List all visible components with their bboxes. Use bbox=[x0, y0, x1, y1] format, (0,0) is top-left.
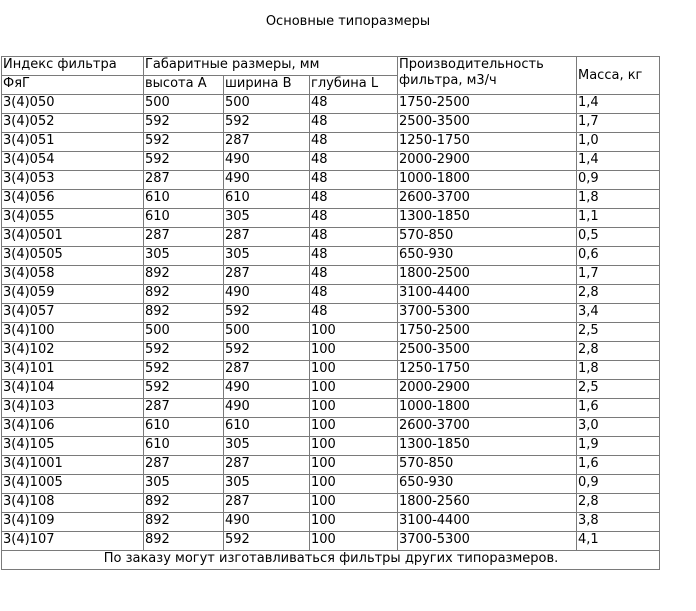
cell-height: 892 bbox=[144, 304, 224, 323]
table-row bbox=[2, 361, 660, 380]
cell-index: 3(4)102 bbox=[2, 342, 144, 361]
cell-depth: 48 bbox=[310, 133, 398, 152]
cell-depth: 48 bbox=[310, 95, 398, 114]
cell-capacity: 1300-1850 bbox=[398, 209, 577, 228]
cell-capacity: 1800-2500 bbox=[398, 266, 577, 285]
cell-width: 490 bbox=[224, 285, 310, 304]
cell-depth: 48 bbox=[310, 266, 398, 285]
cell-capacity: 3700-5300 bbox=[398, 532, 577, 551]
cell-depth: 48 bbox=[310, 152, 398, 171]
cell-index: 3(4)052 bbox=[2, 114, 144, 133]
cell-capacity: 2600-3700 bbox=[398, 190, 577, 209]
cell-mass: 3,0 bbox=[577, 418, 660, 437]
cell-depth: 48 bbox=[310, 228, 398, 247]
cell-mass: 1,7 bbox=[577, 114, 660, 133]
table-row bbox=[2, 114, 660, 133]
cell-width: 287 bbox=[224, 456, 310, 475]
table-row bbox=[2, 247, 660, 266]
cell-capacity: 2500-3500 bbox=[398, 114, 577, 133]
footnote-row bbox=[2, 551, 660, 570]
cell-mass: 2,8 bbox=[577, 342, 660, 361]
cell-height: 892 bbox=[144, 494, 224, 513]
cell-height: 610 bbox=[144, 190, 224, 209]
cell-index: 3(4)104 bbox=[2, 380, 144, 399]
cell-width: 592 bbox=[224, 532, 310, 551]
cell-width: 500 bbox=[224, 95, 310, 114]
cell-index: 3(4)103 bbox=[2, 399, 144, 418]
cell-width: 287 bbox=[224, 361, 310, 380]
cell-mass: 0,5 bbox=[577, 228, 660, 247]
cell-mass: 1,4 bbox=[577, 152, 660, 171]
filter-sizes-table bbox=[1, 56, 660, 570]
cell-index: 3(4)100 bbox=[2, 323, 144, 342]
cell-depth: 100 bbox=[310, 494, 398, 513]
cell-width: 490 bbox=[224, 399, 310, 418]
cell-depth: 100 bbox=[310, 437, 398, 456]
cell-depth: 48 bbox=[310, 114, 398, 133]
table-row bbox=[2, 380, 660, 399]
page-title: Основные типоразмеры bbox=[265, 14, 431, 29]
cell-capacity: 1800-2560 bbox=[398, 494, 577, 513]
cell-mass: 1,4 bbox=[577, 95, 660, 114]
cell-index: 3(4)105 bbox=[2, 437, 144, 456]
cell-index: 3(4)101 bbox=[2, 361, 144, 380]
cell-width: 287 bbox=[224, 494, 310, 513]
cell-width: 287 bbox=[224, 228, 310, 247]
table-row bbox=[2, 513, 660, 532]
cell-height: 592 bbox=[144, 152, 224, 171]
cell-width: 610 bbox=[224, 418, 310, 437]
cell-height: 287 bbox=[144, 171, 224, 190]
cell-width: 287 bbox=[224, 266, 310, 285]
cell-height: 610 bbox=[144, 209, 224, 228]
cell-height: 610 bbox=[144, 437, 224, 456]
cell-height: 500 bbox=[144, 95, 224, 114]
table-row bbox=[2, 228, 660, 247]
table-row bbox=[2, 399, 660, 418]
cell-index: 3(4)106 bbox=[2, 418, 144, 437]
cell-capacity: 3700-5300 bbox=[398, 304, 577, 323]
cell-width: 610 bbox=[224, 190, 310, 209]
header-height: высота А bbox=[144, 76, 224, 95]
cell-capacity: 2500-3500 bbox=[398, 342, 577, 361]
cell-depth: 48 bbox=[310, 171, 398, 190]
cell-depth: 100 bbox=[310, 323, 398, 342]
cell-height: 592 bbox=[144, 380, 224, 399]
table-row bbox=[2, 152, 660, 171]
table-row bbox=[2, 133, 660, 152]
cell-depth: 100 bbox=[310, 418, 398, 437]
cell-index: 3(4)053 bbox=[2, 171, 144, 190]
cell-mass: 3,4 bbox=[577, 304, 660, 323]
cell-depth: 100 bbox=[310, 380, 398, 399]
cell-mass: 1,8 bbox=[577, 190, 660, 209]
cell-depth: 100 bbox=[310, 513, 398, 532]
table-row bbox=[2, 171, 660, 190]
cell-depth: 100 bbox=[310, 399, 398, 418]
header-index: Индекс фильтра bbox=[2, 57, 144, 76]
header-index-sub: ФяГ bbox=[2, 76, 144, 95]
table-row bbox=[2, 209, 660, 228]
cell-capacity: 570-850 bbox=[398, 456, 577, 475]
cell-width: 305 bbox=[224, 475, 310, 494]
cell-width: 592 bbox=[224, 114, 310, 133]
cell-index: 3(4)059 bbox=[2, 285, 144, 304]
cell-mass: 1,7 bbox=[577, 266, 660, 285]
table-row bbox=[2, 266, 660, 285]
cell-height: 287 bbox=[144, 228, 224, 247]
table-row bbox=[2, 456, 660, 475]
cell-width: 305 bbox=[224, 437, 310, 456]
cell-mass: 2,8 bbox=[577, 285, 660, 304]
cell-depth: 100 bbox=[310, 456, 398, 475]
cell-height: 500 bbox=[144, 323, 224, 342]
cell-height: 592 bbox=[144, 114, 224, 133]
cell-depth: 100 bbox=[310, 361, 398, 380]
cell-width: 305 bbox=[224, 247, 310, 266]
cell-mass: 1,9 bbox=[577, 437, 660, 456]
cell-width: 490 bbox=[224, 513, 310, 532]
cell-index: 3(4)056 bbox=[2, 190, 144, 209]
cell-height: 592 bbox=[144, 361, 224, 380]
cell-capacity: 1300-1850 bbox=[398, 437, 577, 456]
cell-mass: 0,9 bbox=[577, 475, 660, 494]
cell-capacity: 1000-1800 bbox=[398, 399, 577, 418]
cell-capacity: 2000-2900 bbox=[398, 152, 577, 171]
table-row bbox=[2, 418, 660, 437]
cell-index: 3(4)051 bbox=[2, 133, 144, 152]
header-width: ширина В bbox=[224, 76, 310, 95]
header-dimensions: Габаритные размеры, мм bbox=[144, 57, 398, 76]
cell-height: 892 bbox=[144, 266, 224, 285]
table-row bbox=[2, 323, 660, 342]
cell-depth: 100 bbox=[310, 342, 398, 361]
table-row bbox=[2, 190, 660, 209]
cell-index: 3(4)109 bbox=[2, 513, 144, 532]
cell-mass: 2,5 bbox=[577, 380, 660, 399]
cell-height: 305 bbox=[144, 475, 224, 494]
cell-depth: 100 bbox=[310, 532, 398, 551]
cell-index: 3(4)055 bbox=[2, 209, 144, 228]
cell-width: 490 bbox=[224, 380, 310, 399]
cell-height: 287 bbox=[144, 399, 224, 418]
table-row bbox=[2, 285, 660, 304]
cell-depth: 48 bbox=[310, 247, 398, 266]
cell-height: 305 bbox=[144, 247, 224, 266]
cell-width: 305 bbox=[224, 209, 310, 228]
cell-height: 892 bbox=[144, 532, 224, 551]
cell-capacity: 1250-1750 bbox=[398, 133, 577, 152]
cell-capacity: 1750-2500 bbox=[398, 323, 577, 342]
cell-width: 287 bbox=[224, 133, 310, 152]
cell-index: 3(4)108 bbox=[2, 494, 144, 513]
cell-height: 592 bbox=[144, 342, 224, 361]
cell-capacity: 570-850 bbox=[398, 228, 577, 247]
cell-index: 3(4)057 bbox=[2, 304, 144, 323]
cell-capacity: 1250-1750 bbox=[398, 361, 577, 380]
table-row bbox=[2, 494, 660, 513]
cell-index: 3(4)0501 bbox=[2, 228, 144, 247]
table-row bbox=[2, 304, 660, 323]
cell-depth: 100 bbox=[310, 475, 398, 494]
cell-index: 3(4)054 bbox=[2, 152, 144, 171]
cell-mass: 0,6 bbox=[577, 247, 660, 266]
cell-mass: 1,6 bbox=[577, 456, 660, 475]
cell-capacity: 3100-4400 bbox=[398, 513, 577, 532]
cell-mass: 1,0 bbox=[577, 133, 660, 152]
cell-capacity: 650-930 bbox=[398, 475, 577, 494]
cell-index: 3(4)058 bbox=[2, 266, 144, 285]
cell-width: 592 bbox=[224, 342, 310, 361]
cell-capacity: 650-930 bbox=[398, 247, 577, 266]
header-depth: глубина L bbox=[310, 76, 398, 95]
cell-index: 3(4)1001 bbox=[2, 456, 144, 475]
header-capacity: Производительность фильтра, м3/ч bbox=[398, 57, 577, 95]
cell-height: 592 bbox=[144, 133, 224, 152]
footnote: По заказу могут изготавливаться фильтры других типоразмеров. bbox=[2, 551, 660, 570]
table-row bbox=[2, 437, 660, 456]
cell-width: 490 bbox=[224, 152, 310, 171]
cell-capacity: 1750-2500 bbox=[398, 95, 577, 114]
cell-capacity: 3100-4400 bbox=[398, 285, 577, 304]
cell-mass: 3,8 bbox=[577, 513, 660, 532]
table-row bbox=[2, 342, 660, 361]
cell-mass: 2,5 bbox=[577, 323, 660, 342]
cell-width: 500 bbox=[224, 323, 310, 342]
cell-capacity: 2000-2900 bbox=[398, 380, 577, 399]
cell-height: 892 bbox=[144, 513, 224, 532]
table-row bbox=[2, 475, 660, 494]
cell-capacity: 2600-3700 bbox=[398, 418, 577, 437]
cell-depth: 48 bbox=[310, 285, 398, 304]
cell-height: 287 bbox=[144, 456, 224, 475]
cell-index: 3(4)107 bbox=[2, 532, 144, 551]
cell-mass: 1,6 bbox=[577, 399, 660, 418]
cell-depth: 48 bbox=[310, 304, 398, 323]
table-row bbox=[2, 95, 660, 114]
header-mass: Масса, кг bbox=[577, 57, 660, 95]
cell-width: 490 bbox=[224, 171, 310, 190]
cell-depth: 48 bbox=[310, 190, 398, 209]
cell-mass: 0,9 bbox=[577, 171, 660, 190]
cell-mass: 4,1 bbox=[577, 532, 660, 551]
cell-height: 892 bbox=[144, 285, 224, 304]
header-row-1 bbox=[2, 57, 660, 76]
cell-height: 610 bbox=[144, 418, 224, 437]
cell-mass: 1,8 bbox=[577, 361, 660, 380]
cell-index: 3(4)050 bbox=[2, 95, 144, 114]
table-row bbox=[2, 532, 660, 551]
cell-index: 3(4)1005 bbox=[2, 475, 144, 494]
cell-depth: 48 bbox=[310, 209, 398, 228]
cell-index: 3(4)0505 bbox=[2, 247, 144, 266]
cell-capacity: 1000-1800 bbox=[398, 171, 577, 190]
cell-mass: 2,8 bbox=[577, 494, 660, 513]
cell-width: 592 bbox=[224, 304, 310, 323]
cell-mass: 1,1 bbox=[577, 209, 660, 228]
